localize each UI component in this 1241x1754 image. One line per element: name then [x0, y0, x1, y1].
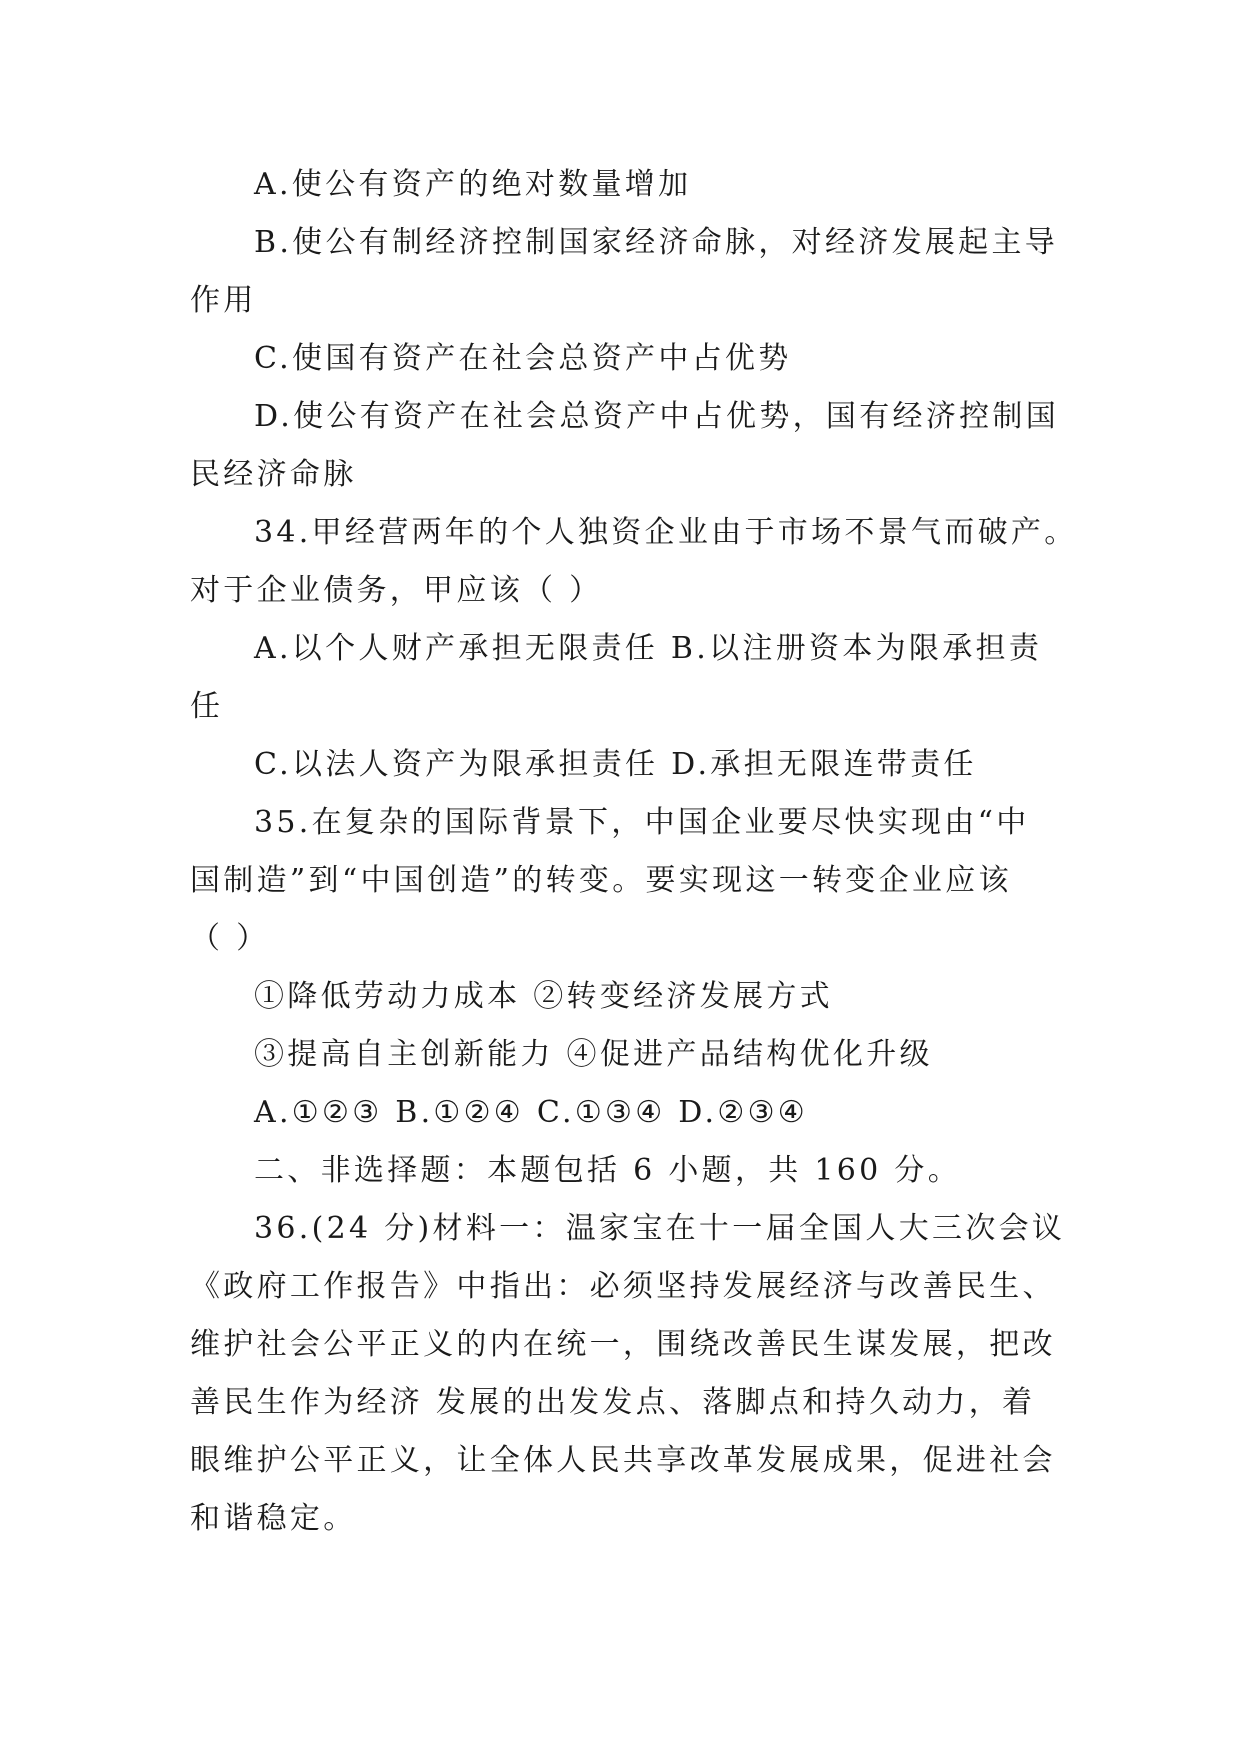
- text-line: 善民生作为经济 发展的出发发点、落脚点和持久动力，着: [190, 1385, 1036, 1420]
- text-line: 作用: [190, 283, 257, 318]
- text-line: A.使公有资产的绝对数量增加: [254, 167, 692, 202]
- text-line: 国制造”到“中国创造”的转变。要实现这一转变企业应该: [190, 863, 1012, 898]
- text-line: 35.在复杂的国际背景下，中国企业要尽快实现由“中: [254, 805, 1030, 840]
- text-line: 眼维护公平正义，让全体人民共享改革发展成果，促进社会: [190, 1443, 1056, 1478]
- text-line: C.以法人资产为限承担责任 D.承担无限连带责任: [254, 747, 977, 782]
- text-line: 和谐稳定。: [190, 1501, 357, 1536]
- text-line: A.以个人财产承担无限责任 B.以注册资本为限承担责: [254, 631, 1043, 666]
- text-line: ③提高自主创新能力 ④促进产品结构优化升级: [254, 1037, 933, 1072]
- text-line: ①降低劳动力成本 ②转变经济发展方式: [254, 979, 833, 1014]
- document-body: [190, 156, 1078, 1548]
- text-line: B.使公有制经济控制国家经济命脉，对经济发展起主导: [254, 225, 1059, 260]
- text-line: 维护社会公平正义的内在统一，围绕改善民生谋发展，把改: [190, 1327, 1056, 1362]
- text-line: C.使国有资产在社会总资产中占优势: [254, 341, 792, 376]
- text-line: A.①②③ B.①②④ C.①③④ D.②③④: [254, 1095, 808, 1130]
- text-line: （ ）: [190, 921, 270, 956]
- text-line: D.使公有资产在社会总资产中占优势，国有经济控制国: [254, 399, 1060, 434]
- text-line: 任: [190, 689, 224, 724]
- text-line: 《政府工作报告》中指出：必须坚持发展经济与改善民生、: [190, 1269, 1056, 1304]
- text-line: 36.(24 分)材料一：温家宝在十一届全国人大三次会议: [254, 1211, 1066, 1246]
- text-line: 民经济命脉: [190, 457, 357, 492]
- text-line: 二、非选择题：本题包括 6 小题，共 160 分。: [254, 1153, 961, 1188]
- text-line: 34.甲经营两年的个人独资企业由于市场不景气而破产。: [254, 515, 1078, 550]
- text-line: 对于企业债务，甲应该（ ）: [190, 573, 603, 608]
